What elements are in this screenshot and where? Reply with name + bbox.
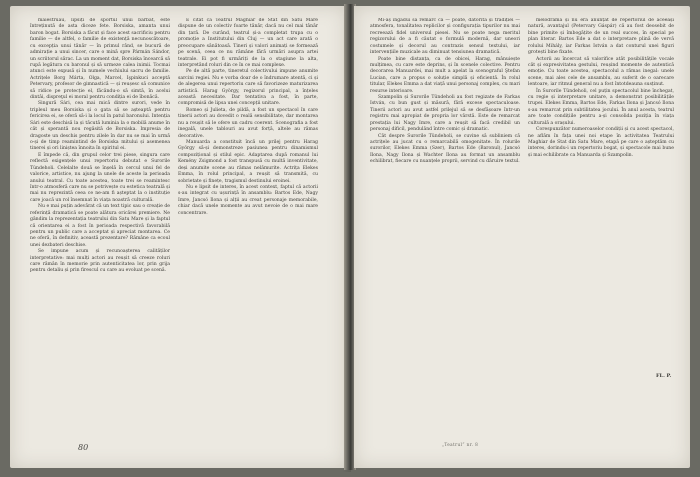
paragraph: În Surorile Tündeholi, cel puțin spectacolul bine închegat, cu regie și interpretare unitare, a demonstrat posibilitățile trupei. Elekes Emma, Bartos Ede, Farkas Ilona și Jancsó Ilona s-au remarcat prin subtilitatea jocului. În anul acesta, teatrul are toate condițiile pentru a-și consolida poziția în viața culturală a orașului. (528, 88, 674, 126)
paragraph: Szampolin și Surorile Tündeholi au fost regizate de Farkas István, cu bun gust și măsură, fără excese spectaculoase. Tinerii actori au avut astfel prilejul să se desfășoare într-un registru mai apropiat de propria lor vârstă. Este de remarcat prestația lui Nagy Imre, care a reușit să facă credibil un personaj dificil, pendulând între comic și dramatic. (370, 95, 520, 133)
right-page-column-2 (528, 18, 674, 378)
paragraph: Nu e mai puțin adevărat că un text tipic sau o creație de referință dramatică se poate alătura oricărei premiere. Ne gândim la reprezentația teatrului din Satu Mare și la faptul că orientarea ei a fost în perioada respectivă favorabilă pentru un public care a acceptat și apreciat montarea. Ce ne oferă, în definitiv, această prezentare? Rămâne ca ecoul unei dezbateri deschise. (30, 204, 170, 248)
paragraph: Poate bine distanța, ca de obicei, Harag, mânuiește mulțimea, cu care este deprins, și în scenele colective. Pentru decorarea Manuardei, mai mult a apelat la scenograful Ştefan Lucian, care a propus o soluție simplă și eficientă. În rolul titular, Elekes Emma a dat viață unui personaj complex, cu mari resurse interioare. (370, 56, 520, 94)
paragraph: Se impune acum și recunoașterea calităților interpretative: mai mulți actori au reușit să creeze roluri care rămân în memorie prin autenticitatea lor, prin grija pentru detaliu și prin firescul cu care au evoluat pe scenă. (30, 249, 170, 274)
left-page (10, 6, 346, 468)
paragraph: Cât despre Surorile Tündeholi, se cuvine să subliniem că actrițele au jucat cu o remarcabilă omogenitate. În rolurile surorilor, Elekes Emma (Szer), Bartos Ede (Baronul), Jancsó Ilona, Nagy Ilona și Wachter Ilona au format un ansamblu echilibrat, fiecare cu nuanțele proprii, servind cu dăruire textul. (370, 133, 520, 165)
paragraph: Romeo și Julieta, de pildă, a fost un spectacol în care tinerii actori au dovedit o reală sensibilitate, dar montarea nu a reușit să le ofere un cadru coerent. Scenografia a fost inegală, unele tablouri au avut forță, altele au rămas decorative. (178, 107, 318, 139)
paragraph: Actorii au încercat să valorifice atât posibilitățile vocale cât și expresivitatea gestului, reușind momente de autentică emoție. Cu toate acestea, spectacolul a rămas inegal: unele scene, mai ales cele de ansamblu, au suferit de o oarecare lentoare, iar ritmul general nu a fost întotdeauna susținut. (528, 56, 674, 88)
paragraph: Manuarda a constituit încă un prilej pentru Harag György să-și demonstreze pasiunea pentru dinamismul compozițional și stilul epic. Adaptarea după romanul lui Kemény Zsigmond a fost transpusă cu multă inventivitate, deși anumite scene au rămas nelămurite. Actrița Elekes Emma, în rolul principal, a reușit să transmită, cu sobrietate și finețe, tragismul destinului eroinei. (178, 140, 318, 184)
paragraph: Pe de altă parte, tineretul colectivului impune anumite sarcini regiei. Nu e vorba doar de o îndrumare atentă, ci și de alegerea unui repertoriu care să favorizeze maturizarea artistică. Harag György, regizorul principal, a înțeles această necesitate. Dar tentativa a fost, în parte, compromisă de lipsa unei concepții unitare. (178, 69, 318, 107)
paragraph: melodrama și nu era anunțat de repertoriul de aceeași natură, avantajul (Petervary Gáspár) că au fost deosebit de bine primite și îmbogățite de un real succes, în special pe plan literar. Bartos Ede a dat o interpretare plină de vervă rolului Mihály, iar Farkas István a dat conturul unei figuri grotești bine fixate. (528, 18, 674, 56)
paragraph: E citat că Teatrul Maghiar de Stat din Satu Mare dispune de un colectiv foarte tânăr, dacă nu cel mai tânăr din țară. De curând, teatrul și-a completat trupa cu o promoție a Institutului din Cluj — un act care arată o preocupare sănătoasă. Tineri și valori animați se formează pe scenă, ceea ce nu rămâne fără urmări asupra artei teatrale. Ei pot fi urmăriți de la o stagiune la alta, interpretând roluri din ce în ce mai complexe. (178, 18, 318, 68)
left-page-column-1 (30, 18, 170, 438)
paragraph: Nu e lipsit de interes, în acest context, faptul că actorii s-au integrat cu ușurință în ansamblu: Bartos Ede, Nagy Imre, Jancsó Ilona și alții au creat personaje memorabile, chiar dacă unele momente au avut nevoie de o mai mare concentrare. (178, 184, 318, 216)
paragraph: E împede că, din grupul celor trei piese, singura care reflectă exigențele unui repertoriu debutat e Surorile Tündeholi. Celelalte două se înșelă în cercul unui fel de valorice, artistice, nu ajung la unele de aceste la perioada anului teatral. Cu toate acestea, toate trei se reamintesc într-o atmosferă care nu se potrivește cu estetica teatrală și mai nu reprezintă ceea ce ne-am fi așteptat la o instituție care joacă un rol însemnat în viața noastră culturală. (30, 152, 170, 203)
paragraph: Corespunzător numeroaselor condiții și cu acest spectacol, ne aflăm în fața unei noi etape în activitatea Teatrului Maghiar de Stat din Satu Mare, etapă pe care o așteptăm cu interes, dorindu-i un repertoriu bogat, și spectacole mai bune și mai echilibrate ca Manuarda și Szampolin. (528, 127, 674, 158)
right-page-column-1 (370, 18, 520, 438)
page-number: 80 (78, 443, 89, 452)
right-page (354, 6, 690, 468)
left-page-column-2 (178, 18, 318, 438)
paragraph: Singură Sári, cea mai mică dintre surori, vede în tripleul meu Borsiska și o gata să se așteaptă pentru fericirea ei, se oferă să-i la locul în patul baronului. Intenția Sári este deschisă la și tăcută luminia la o mobilă anume în cât și sperantă nou regăsită de Borsiska. Impresia de dragoste un deschis pentru zilele în dar nu se mai în urmă o-și de timp reamintind de Borsiska mitului și asemenea tinerei și ori liniștea înnoita în spiritul ei. (30, 101, 170, 152)
running-footer: „Teatrul” nr. 8 (442, 442, 479, 447)
author-signature: FL. P. (656, 373, 672, 379)
paragraph: Mi-aș îngădui să remarc că — poate, datorită și tradiției — atmosfera, tonalitatea replicilor și configurația tipurilor nu mai recreează fidel universul piesei. Nu se poate nega meritul regizorului de a fi căutat o formulă modernă, dar uneori costumele și decorul au contrazis sensul textului, iar intervențiile muzicale au diminuat tensiunea dramatică. (370, 18, 520, 56)
paragraph: măiestruău, lipsiți de sportul unui bărbat, este întreținută de asta diceze fete. Borsiska, amanta unui baron bogat. Borsiska a făcut și face acest sacrificiu pentru familie — de altfel, o familie de existență necunoscătoare, cu excepția unui tânăr — în primul rând, se bucură de admirație a unui sincer, care o mină spre Pármán Sándor, un scriitorul sărac. La un moment dat, Borsiska încearcă să rupă legătura cu baronul și să urmeze calea inimii. Tocmai atunci este expusă și în numele vechiului sacru de familie. Actrițele Borg Márta, Olga, Marcel, Işpinkuci acceptă Petervary, profesor de gimnastică — și reușesc să comunice să ridice pe protecție el, făcându-o să simtă, în acelui dintâi, dispreţul ei moral pentru condiția ei de îbonăcă. (30, 18, 170, 101)
